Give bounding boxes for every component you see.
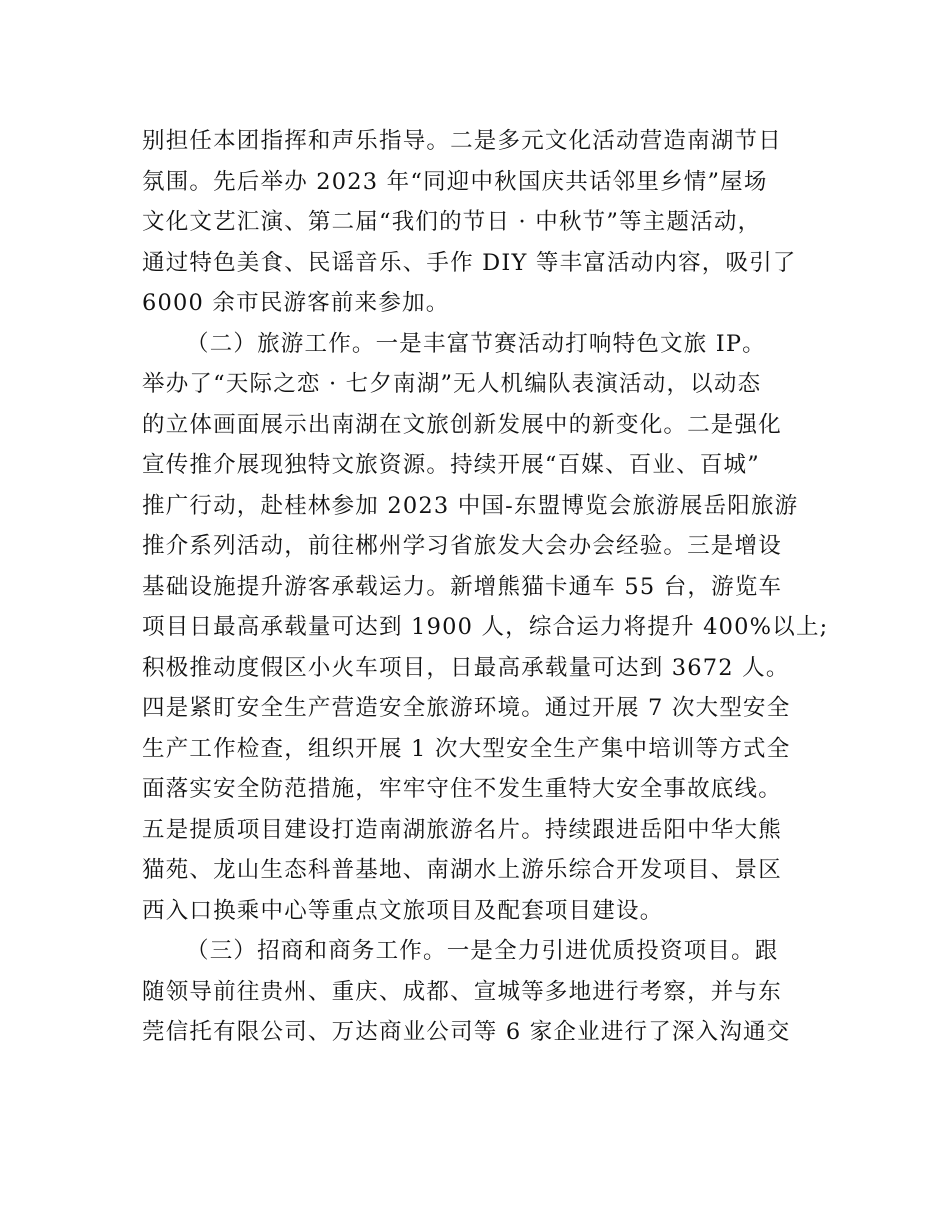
text-line: 宣传推介展现独特文旅资源。持续开展“百媒、百业、百城”	[142, 452, 760, 478]
text-line: 通过特色美食、民谣音乐、手作 DIY 等丰富活动内容，吸引了	[142, 249, 797, 276]
section-heading-investment: （三）招商和商务工作。一是全力引进优质投资项目。跟	[186, 938, 779, 964]
text-line: 莞信托有限公司、万达商业公司等 6 家企业进行了深入沟通交	[142, 1019, 791, 1045]
text-line: 积极推动度假区小火车项目，日最高承载量可达到 3672 人。	[142, 654, 790, 681]
text-line: 氛围。先后举办 2023 年“同迎中秋国庆共话邻里乡情”屋场	[142, 168, 768, 195]
text-line: 推介系列活动，前往郴州学习省旅发大会办会经验。三是增设	[142, 533, 782, 559]
text-line: 四是紧盯安全生产营造安全旅游环境。通过开展 7 次大型安全	[142, 695, 791, 721]
text-line: 文化文艺汇演、第二届“我们的节日 · 中秋节”等主题活动，	[142, 209, 762, 235]
text-line: 猫苑、龙山生态科普基地、南湖水上游乐综合开发项目、景区	[142, 857, 782, 883]
text-line: 西入口换乘中心等重点文旅项目及配套项目建设。	[142, 897, 664, 924]
text-line: 别担任本团指挥和声乐指导。二是多元文化活动营造南湖节日	[142, 128, 782, 154]
text-line: 6000 余市民游客前来参加。	[142, 290, 450, 316]
text-line: 项目日最高承载量可达到 1900 人，综合运力将提升 400%以上;	[142, 614, 829, 640]
text-line: 的立体画面展示出南湖在文旅创新发展中的新变化。二是强化	[142, 411, 782, 438]
body-text	[142, 121, 829, 1053]
text-line: 面落实安全防范措施，牢牢守住不发生重特大安全事故底线。	[142, 776, 782, 802]
text-line: 生产工作检查，组织开展 1 次大型安全生产集中培训等方式全	[142, 735, 791, 762]
text-line: 五是提质项目建设打造南湖旅游名片。持续跟进岳阳中华大熊	[142, 816, 782, 843]
section-heading-tourism: （二）旅游工作。一是丰富节赛活动打响特色文旅 IP。	[186, 330, 766, 357]
text-line: 随领导前往贵州、重庆、成都、宣城等多地进行考察，并与东	[142, 978, 782, 1005]
text-line: 基础设施提升游客承载运力。新增熊猫卡通车 55 台，游览车	[142, 573, 783, 600]
text-line: 推广行动，赴桂林参加 2023 中国-东盟博览会旅游展岳阳旅游	[142, 492, 799, 519]
text-line: 举办了“天际之恋 · 七夕南湖”无人机编队表演活动，以动态	[142, 371, 762, 397]
